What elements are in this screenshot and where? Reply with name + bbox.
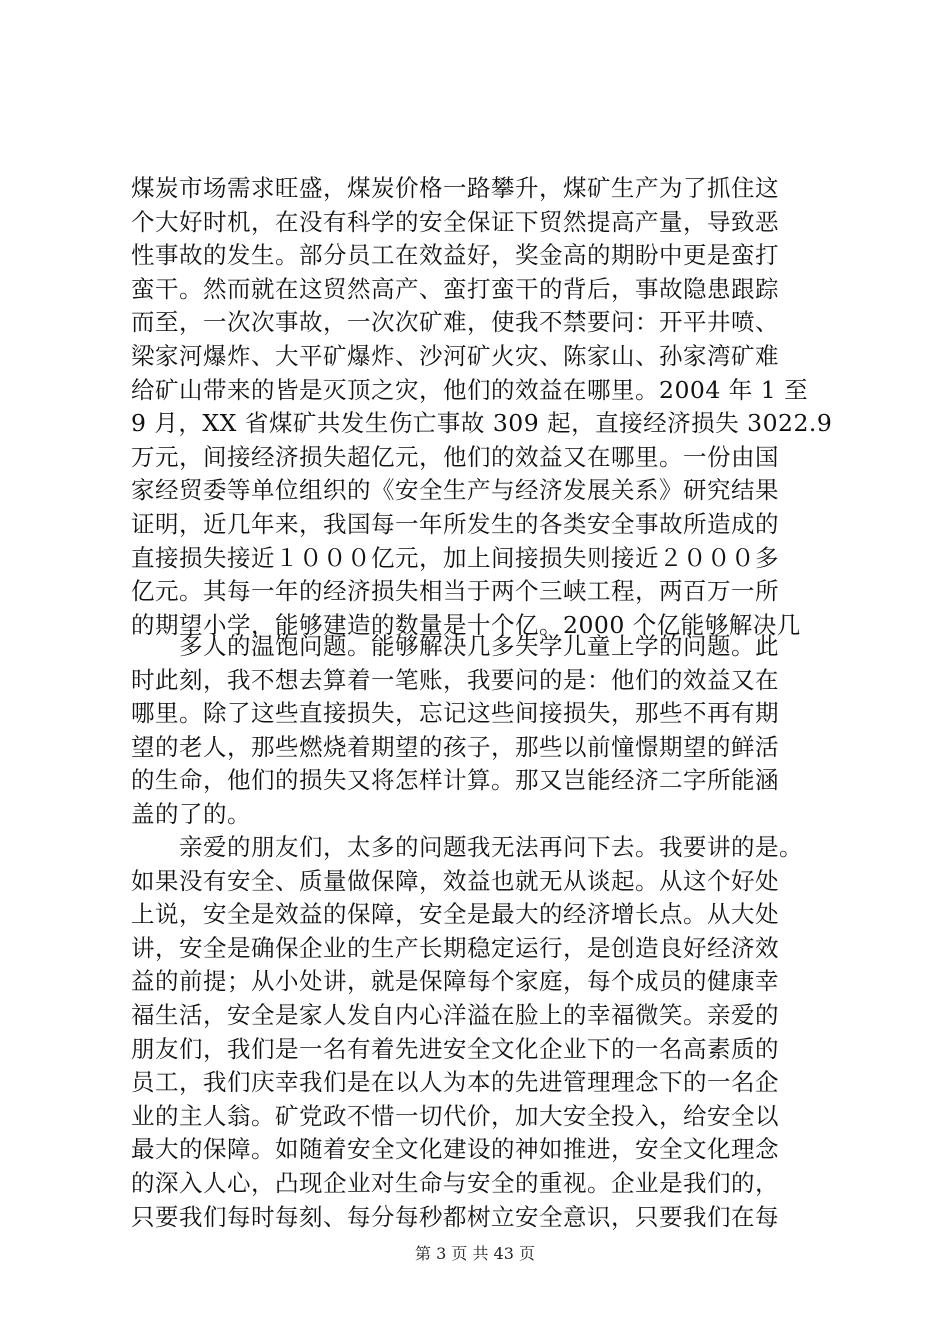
text-line: 望的老人，那些燃烧着期望的孩子，那些以前憧憬期望的鲜活	[131, 732, 779, 761]
paragraph-2	[131, 630, 831, 832]
text-line: 直接损失接近１０００亿元，加上间接损失则接近２０００多	[131, 543, 779, 572]
text-line: 个大好时机，在没有科学的安全保证下贸然提高产量，导致恶	[131, 207, 779, 236]
text-line: 上说，安全是效益的保障，安全是最大的经济增长点。从大处	[131, 900, 779, 929]
text-line: 益的前提；从小处讲，就是保障每个家庭，每个成员的健康幸	[131, 967, 779, 996]
text-line: 只要我们每时每刻、每分每秒都树立安全意识，只要我们在每	[131, 1202, 779, 1231]
text-line: 员工，我们庆幸我们是在以人为本的先进管理理念下的一名企	[131, 1068, 779, 1097]
paragraph-3	[131, 831, 831, 1234]
text-line: 而至，一次次事故，一次次矿难，使我不禁要问：开平井喷、	[131, 308, 779, 337]
text-line: 朋友们，我们是一名有着先进安全文化企业下的一名高素质的	[131, 1034, 779, 1063]
text-line: 的期望小学，能够建造的数量是十个亿。2000 个亿能够解决几	[131, 610, 801, 639]
page-footer: 第 3 页 共 43 页	[415, 1244, 535, 1263]
text-line: 的深入人心，凸现企业对生命与安全的重视。企业是我们的，	[131, 1168, 779, 1197]
text-line: 梁家河爆炸、大平矿爆炸、沙河矿火灾、陈家山、孙家湾矿难	[131, 341, 779, 370]
text-line: 最大的保障。如随着安全文化建设的神如推进，安全文化理念	[131, 1135, 779, 1164]
text-line: 给矿山带来的皆是灭顶之灾，他们的效益在哪里。2004 年 1 至	[131, 375, 809, 404]
text-line: 时此刻，我不想去算着一笔账，我要问的是：他们的效益又在	[131, 665, 779, 694]
text-line: 哪里。除了这些直接损失，忘记这些间接损失，那些不再有期	[131, 699, 779, 728]
paragraph-1	[131, 172, 831, 642]
text-line: 性事故的发生。部分员工在效益好，奖金高的期盼中更是蛮打	[131, 241, 779, 270]
text-line: 讲，安全是确保企业的生产长期稳定运行，是创造良好经济效	[131, 933, 779, 962]
text-line: 万元，间接经济损失超亿元，他们的效益又在哪里。一份由国	[131, 442, 779, 471]
text-line: 多人的温饱问题。能够解决几多失学儿童上学的问题。此	[131, 632, 779, 660]
text-line: 9 月，XX 省煤矿共发生伤亡事故 309 起，直接经济损失 3022.9	[131, 409, 833, 438]
text-line: 的生命，他们的损失又将怎样计算。那又岂能经济二字所能涵	[131, 766, 779, 795]
text-line: 亲爱的朋友们，太多的问题我无法再问下去。我要讲的是。	[131, 833, 803, 861]
text-line: 蛮干。然而就在这贸然高产、蛮打蛮干的背后，事故隐患跟踪	[131, 274, 779, 303]
text-line: 证明，近几年来，我国每一年所发生的各类安全事故所造成的	[131, 509, 779, 538]
text-line: 煤炭市场需求旺盛，煤炭价格一路攀升，煤矿生产为了抓住这	[131, 174, 779, 202]
text-line: 业的主人翁。矿党政不惜一切代价，加大安全投入，给安全以	[131, 1101, 779, 1130]
text-line: 如果没有安全、质量做保障，效益也就无从谈起。从这个好处	[131, 866, 779, 895]
text-line: 家经贸委等单位组织的《安全生产与经济发展关系》研究结果	[131, 476, 779, 505]
text-line: 盖的了的。	[131, 799, 251, 828]
text-line: 亿元。其每一年的经济损失相当于两个三峡工程，两百万一所	[131, 577, 779, 606]
text-line: 福生活，安全是家人发自内心洋溢在脸上的幸福微笑。亲爱的	[131, 1000, 779, 1029]
